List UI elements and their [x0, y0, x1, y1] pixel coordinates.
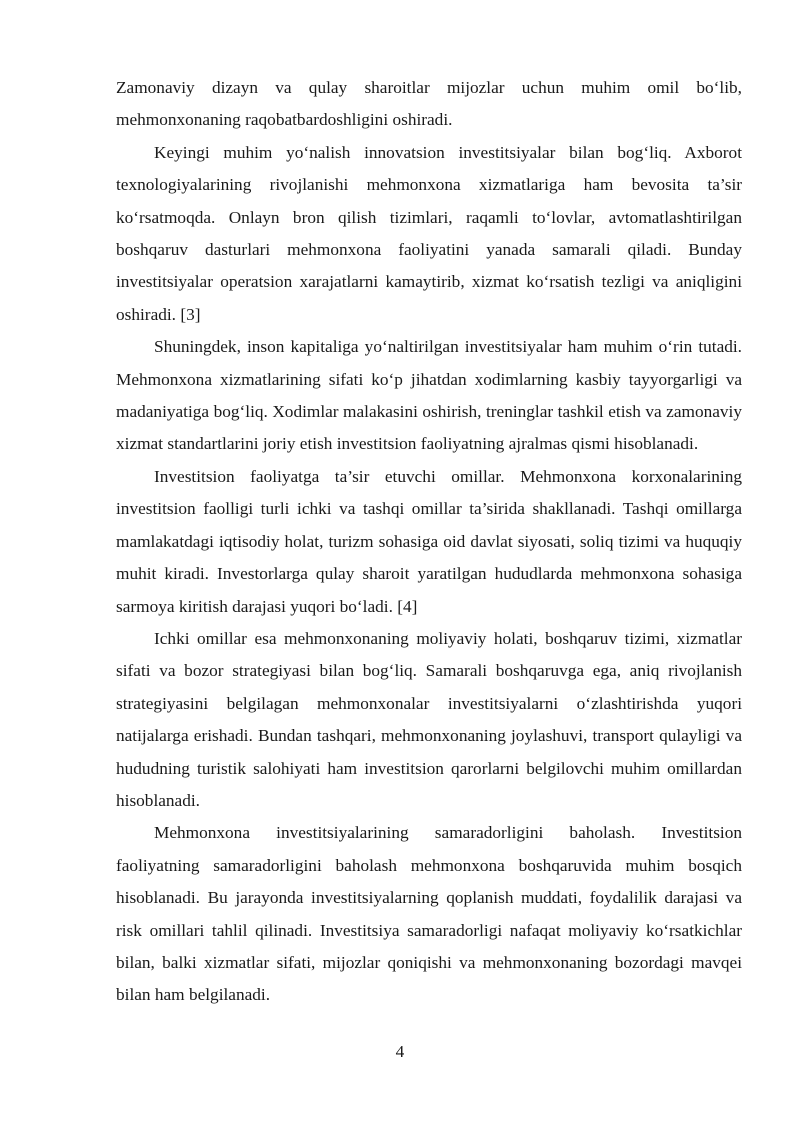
paragraph-internal-factors: Ichki omillar esa mehmonxonaning moliyaviy holati, boshqaruv tizimi, xizmatlar sifati va bozor strategiyasi bilan bog‘liq. Samarali boshqaruvga ega, aniq rivojlanish strategiyasini belgilagan mehmonxonalar investitsiyalarni o‘zlashtirishda yuqori natijalarga erishadi. Bundan tashqari, mehmonxonaning joylashuvi, transport qulayligi va hududning turistik salohiyati ham investitsion qarorlarni belgilovchi muhim omillardan hisoblanadi.: [116, 628, 742, 810]
paragraph-influencing-factors: Investitsion faoliyatga ta’sir etuvchi omillar. Mehmonxona korxonalarining investitsion faolligi turli ichki va tashqi omillar ta’sirida shakllanadi. Tashqi omillarga mamlakatdagi iqtisodiy holat, turizm sohasiga oid davlat siyosati, soliq tizimi va huquqiy muhit kiradi. Investorlarga qulay sharoit yaratilgan hududlarda mehmonxona sohasiga sarmoya kiritish darajasi yuqori bo‘ladi. [4]: [116, 466, 742, 616]
paragraph-innovation-investments: Keyingi muhim yo‘nalish innovatsion investitsiyalar bilan bog‘liq. Axborot texnologiyalarining rivojlanishi mehmonxona xizmatlariga ham bevosita ta’sir ko‘rsatmoqda. Onlayn bron qilish tizimlari, raqamli to‘lovlar, avtomatlashtirilgan boshqaruv dasturlari mehmonxona faoliyatini yanada samarali qiladi. Bunday investitsiyalar operatsion xarajatlarni kamaytirib, xizmat ko‘rsatish tezligi va aniqligini oshiradi. [3]: [116, 142, 742, 324]
document-body: [116, 72, 742, 1012]
paragraph-efficiency-evaluation: Mehmonxona investitsiyalarining samaradorligini baholash. Investitsion faoliyatning samaradorligini baholash mehmonxona boshqaruvida muhim bosqich hisoblanadi. Bu jarayonda investitsiyalarning qoplanish muddati, foydalilik darajasi va risk omillari tahlil qilinadi. Investitsiya samaradorligi nafaqat moliyaviy ko‘rsatkichlar bilan, balki xizmatlar sifati, mijozlar qoniqishi va mehmonxonaning bozordagi mavqei bilan ham belgilanadi.: [116, 823, 742, 1005]
paragraph-continuation: Zamonaviy dizayn va qulay sharoitlar mijozlar uchun muhim omil bo‘lib, mehmonxonaning raqobatbardoshligini oshiradi.: [116, 78, 742, 130]
paragraph-human-capital: Shuningdek, inson kapitaliga yo‘naltirilgan investitsiyalar ham muhim o‘rin tutadi. Mehmonxona xizmatlarining sifati ko‘p jihatdan xodimlarning kasbiy tayyorgarligi va madaniyatiga bog‘liq. Xodimlar malakasini oshirish, treninglar tashkil etish va zamonaviy xizmat standartlarini joriy etish investitsion faoliyatning ajralmas qismi hisoblanadi.: [116, 337, 742, 454]
page-number: 4: [395, 1042, 405, 1061]
